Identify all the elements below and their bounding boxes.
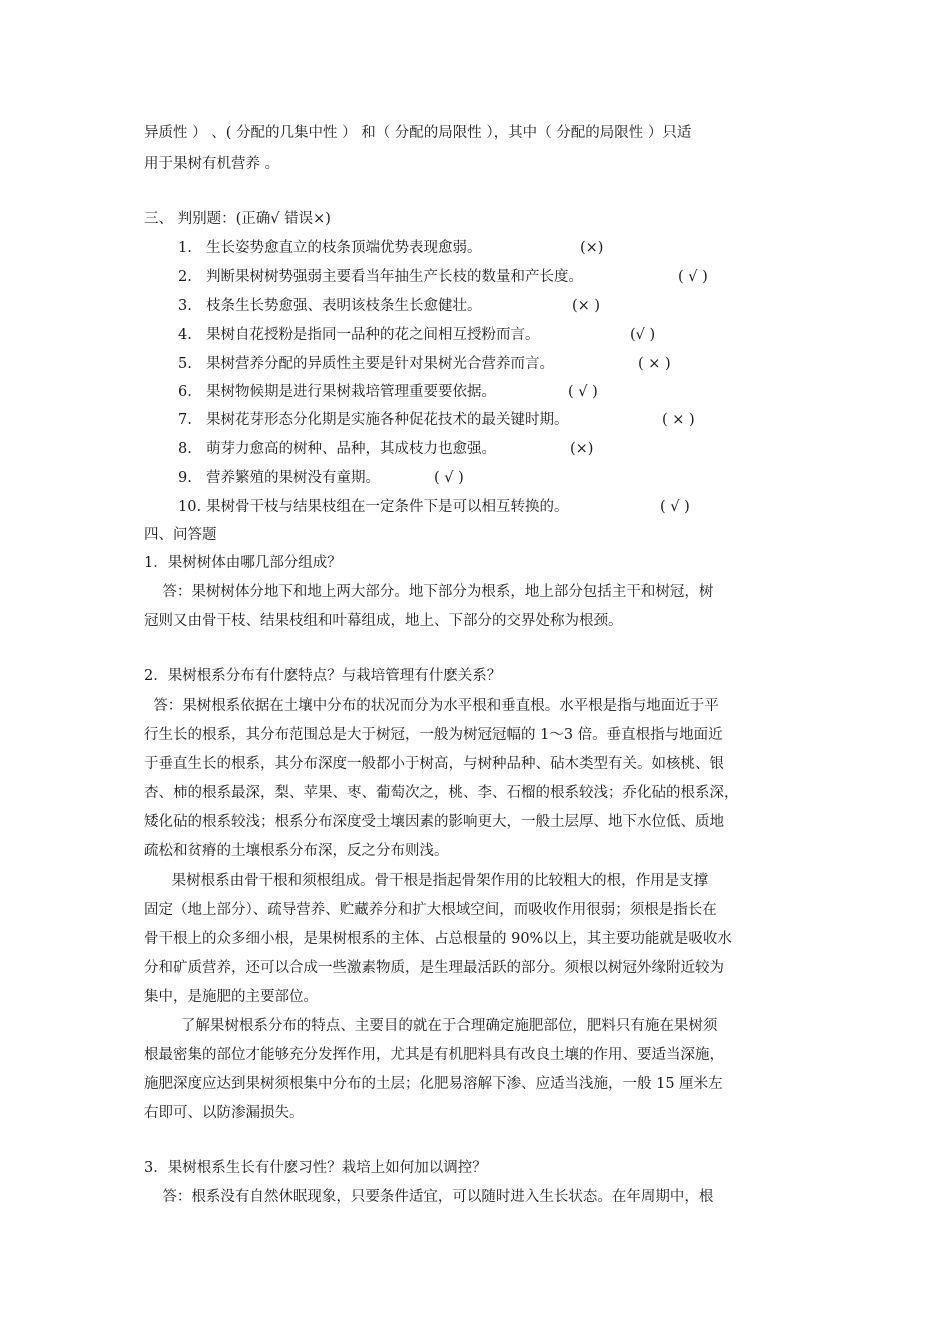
q2-answer-line: 答：果树根系依据在土壤中分布的状况而分为水平根和垂直根。水平根是指与地面近于平 bbox=[144, 698, 719, 714]
judge-item bbox=[178, 354, 671, 374]
intro-line-1: 异质性 ） 、( 分配的几集中性 ） 和（ 分配的局限性 ），其中（ 分配的局限性 ）只适 bbox=[144, 125, 692, 141]
judge-item-text: 萌芽力愈高的树种、品种，其成枝力也愈强。 bbox=[206, 441, 496, 457]
q2-answer-line: 疏松和贫瘠的土壤根系分布深，反之分布则浅。 bbox=[144, 843, 449, 859]
judge-item-text: 果树自花授粉是指同一品种的花之间相互授粉而言。 bbox=[206, 327, 540, 343]
judge-item bbox=[178, 382, 598, 402]
q2-paragraph3-line: 了解果树根系分布的特点、主要目的就在于合理确定施肥部位，肥料只有施在果树须 bbox=[144, 1018, 718, 1034]
judge-item-number: 6. bbox=[178, 384, 192, 400]
q3-question: 3．果树根系生长有什麽习性？栽培上如何加以调控？ bbox=[144, 1160, 487, 1176]
q1-answer-line: 答：果树树体分地下和地上两大部分。地下部分为根系，地上部分包括主干和树冠，树 bbox=[144, 584, 714, 600]
judge-item-text: 生长姿势愈直立的枝条顶端优势表现愈弱。 bbox=[206, 240, 482, 256]
judge-item-mark: ( √ ) bbox=[660, 499, 690, 515]
judge-item-text: 果树花芽形态分化期是实施各种促花技术的最关键时期。 bbox=[206, 412, 569, 428]
judge-item-mark: (×) bbox=[580, 240, 604, 256]
judge-item-mark: (× ) bbox=[572, 298, 601, 314]
judge-item-mark: (×) bbox=[570, 441, 594, 457]
q2-paragraph2-line: 骨干根上的众多细小根，是果树根系的主体、占总根量的 90%以上，其主要功能就是吸收水 bbox=[144, 931, 732, 947]
judge-item-mark: ( × ) bbox=[662, 412, 695, 428]
q3-answer-line: 答：根系没有自然休眠现象，只要条件适宜，可以随时进入生长状态。在年周期中，根 bbox=[144, 1189, 714, 1205]
judge-item bbox=[178, 296, 601, 316]
judge-item-number: 1. bbox=[178, 240, 192, 256]
judge-item-number: 8. bbox=[178, 441, 192, 457]
q2-question: 2．果树根系分布有什麽特点？与栽培管理有什麽关系？ bbox=[144, 668, 502, 684]
section4-heading: 四、问答题 bbox=[144, 527, 217, 543]
judge-item-mark: ( × ) bbox=[638, 356, 671, 372]
q2-answer-line: 杏、柿的根系最深，梨、苹果、枣、葡萄次之，桃、李、石榴的根系较浅；乔化砧的根系深， bbox=[144, 785, 739, 801]
judge-item bbox=[178, 325, 656, 345]
q2-answer-line: 行生长的根系，其分布范围总是大于树冠，一般为树冠冠幅的 1～3 倍。垂直根指与地面近 bbox=[144, 727, 723, 743]
judge-item bbox=[178, 497, 690, 517]
judge-item-number: 5. bbox=[178, 356, 192, 372]
judge-item-number: 3. bbox=[178, 298, 192, 314]
judge-item-text: 枝条生长势愈强、表明该枝条生长愈健壮。 bbox=[206, 298, 482, 314]
q2-paragraph2-line: 固定（地上部分）、疏导营养、贮藏养分和扩大根域空间，而吸收作用很弱；须根是指长在 bbox=[144, 902, 717, 918]
q2-paragraph2-line: 果树根系由骨干根和须根组成。骨干根是指起骨架作用的比较粗大的根，作用是支撑 bbox=[144, 873, 709, 889]
judge-item bbox=[178, 238, 604, 258]
judge-item-number: 7. bbox=[178, 412, 192, 428]
q1-answer-line: 冠则又由骨干枝、结果枝组和叶幕组成，地上、下部分的交界处称为根颈。 bbox=[144, 613, 623, 629]
judge-item-mark: ( √ ) bbox=[568, 384, 598, 400]
judge-item-number: 10. bbox=[178, 499, 202, 515]
q2-answer-line: 矮化砧的根系较浅；根系分布深度受土壤因素的影响更大，一般土层厚、地下水位低、质地 bbox=[144, 814, 724, 830]
judge-item bbox=[178, 267, 708, 287]
judge-item-text: 果树营养分配的异质性主要是针对果树光合营养而言。 bbox=[206, 356, 554, 372]
judge-item-text: 营养繁殖的果树没有童期。 bbox=[206, 470, 380, 486]
judge-item-number: 4. bbox=[178, 327, 192, 343]
q2-paragraph3-line: 施肥深度应达到果树须根集中分布的土层；化肥易溶解下渗、应适当浅施，一般 15 厘米左 bbox=[144, 1076, 723, 1092]
judge-item-number: 9. bbox=[178, 470, 192, 486]
judge-item-number: 2. bbox=[178, 269, 192, 285]
q2-paragraph2-line: 集中，是施肥的主要部位。 bbox=[144, 989, 318, 1005]
judge-item-mark: ( √ ) bbox=[678, 269, 708, 285]
q2-answer-line: 于垂直生长的根系，其分布深度一般都小于树高，与树种品种、砧木类型有关。如核桃、银 bbox=[144, 756, 724, 772]
judge-item bbox=[178, 439, 594, 459]
q2-paragraph2-line: 分和矿质营养，还可以合成一些激素物质，是生理最活跃的部分。须根以树冠外缘附近较为 bbox=[144, 960, 724, 976]
q2-paragraph3-line: 根最密集的部位才能够充分发挥作用，尤其是有机肥料具有改良土壤的作用、要适当深施， bbox=[144, 1047, 724, 1063]
judge-item-text: 果树骨干枝与结果枝组在一定条件下是可以相互转换的。 bbox=[206, 499, 569, 515]
q2-paragraph3-line: 右即可、以防渗漏损失。 bbox=[144, 1105, 304, 1121]
judge-item bbox=[178, 410, 695, 430]
intro-line-2: 用于果树有机营养 。 bbox=[144, 156, 280, 172]
section3-heading: 三、 判别题：(正确√ 错误×) bbox=[144, 211, 331, 227]
judge-item-text: 判断果树树势强弱主要看当年抽生产长枝的数量和产长度。 bbox=[206, 269, 583, 285]
judge-item-mark: (√ ) bbox=[630, 327, 656, 343]
judge-item bbox=[178, 468, 464, 488]
q1-question: 1．果树树体由哪几部分组成？ bbox=[144, 555, 342, 571]
judge-item-mark: ( √ ) bbox=[434, 470, 464, 486]
judge-item-text: 果树物候期是进行果树栽培管理重要要依据。 bbox=[206, 384, 496, 400]
